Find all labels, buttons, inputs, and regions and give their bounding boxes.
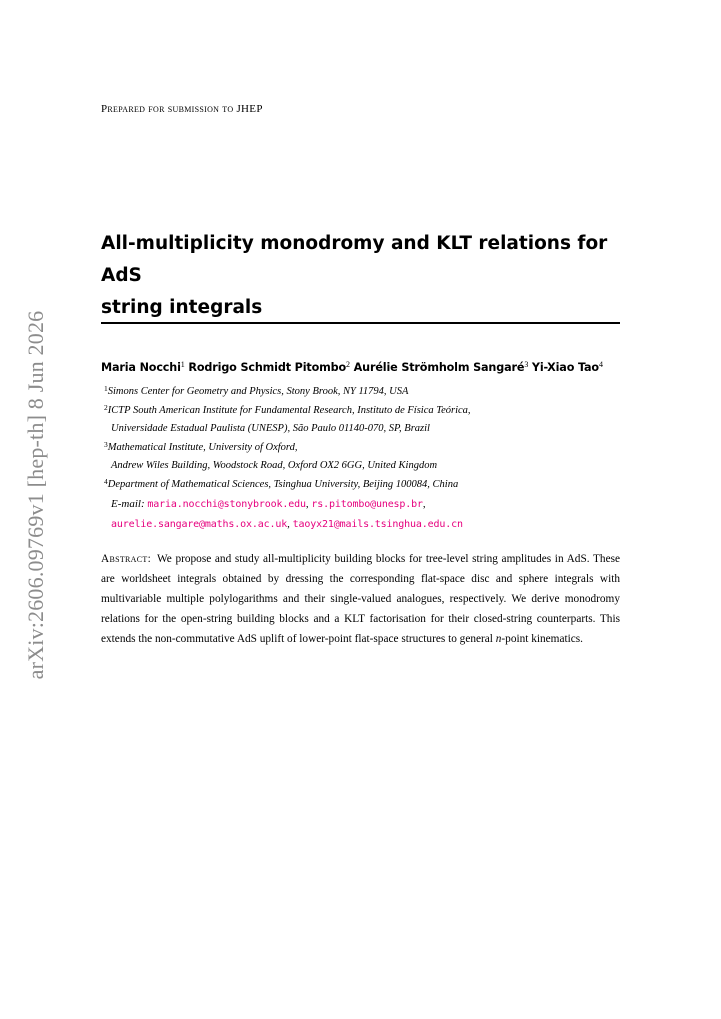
author-name: Aurélie Strömholm Sangaré (353, 361, 525, 374)
affiliation-text: Simons Center for Geometry and Physics, Stony Brook, NY 11794, USA (107, 386, 409, 397)
affiliation-number: 3 (104, 440, 108, 449)
abstract (101, 549, 620, 649)
affiliation-1 (104, 386, 408, 397)
affiliation-2-continued (111, 423, 430, 434)
affiliation-text: Universidade Estadual Paulista (UNESP), São Paulo 01140-070, SP, Brazil (111, 423, 430, 434)
email-link[interactable]: aurelie.sangare@maths.ox.ac.uk (111, 519, 288, 530)
email-line-1: E-mail: maria.nocchi@stonybrook.edu, rs.pitombo@unesp.br, (111, 498, 426, 510)
affiliation-3 (104, 442, 298, 453)
affiliation-number: 1 (104, 384, 108, 393)
author-affiliation-mark: 1 (180, 360, 185, 369)
author-name: Rodrigo Schmidt Pitombo (188, 361, 347, 374)
author-affiliation-mark: 2 (346, 360, 350, 369)
affiliation-text: Department of Mathematical Sciences, Tsinghua University, Beijing 100084, China (107, 479, 459, 490)
abstract-label: Abstract: (101, 553, 152, 565)
author-list (101, 361, 631, 374)
affiliation-4 (104, 479, 458, 490)
affiliation-text: ICTP South American Institute for Fundamental Research, Instituto de Física Teórica, (107, 405, 471, 416)
email-line-2: aurelie.sangare@maths.ox.ac.uk, taoyx21@mails.tsinghua.edu.cn (111, 518, 463, 530)
author-name: Yi-Xiao Tao (531, 361, 599, 374)
abstract-text-end: -point kinematics. (501, 633, 583, 645)
author-name: Maria Nocchi (101, 361, 181, 374)
affiliation-text: Andrew Wiles Building, Woodstock Road, Oxford OX2 6GG, United Kingdom (111, 460, 438, 471)
email-label: E-mail: (111, 498, 145, 510)
email-link[interactable]: taoyx21@mails.tsinghua.edu.cn (292, 519, 463, 530)
author-affiliation-mark: 4 (598, 360, 603, 369)
arxiv-identifier: arXiv:2606.09769v1 [hep-th] 8 Jun 2026 (23, 310, 48, 680)
paper-title (101, 228, 626, 324)
title-divider (101, 322, 620, 324)
affiliation-3-continued (111, 460, 437, 471)
email-link[interactable]: maria.nocchi@stonybrook.edu (147, 499, 306, 510)
author-affiliation-mark: 3 (524, 360, 529, 369)
email-link[interactable]: rs.pitombo@unesp.br (311, 499, 423, 510)
title-line-2: string integrals (101, 297, 263, 318)
abstract-text: We propose and study all-multiplicity building blocks for tree-level string amplitudes in AdS. These are worldsheet integrals obtained by dressing the corresponding flat-space disc and sphere integrals with multivariable multiple polylogarithms and their single-valued analogues, respectively. We derive monodromy relations for the open-string building blocks and a KLT factorisation for their closed-string counterparts. This extends the non-commutative AdS uplift of lower-point flat-space structures to general (101, 553, 620, 645)
affiliation-number: 4 (104, 477, 108, 486)
title-line-1: All-multiplicity monodromy and KLT relations for AdS (101, 233, 608, 286)
journal-note: Prepared for submission to JHEP (101, 103, 263, 115)
affiliation-number: 2 (104, 403, 108, 412)
abstract-math-n: n (495, 633, 502, 645)
affiliation-text: Mathematical Institute, University of Oxford, (107, 442, 298, 453)
affiliation-2 (104, 405, 471, 416)
